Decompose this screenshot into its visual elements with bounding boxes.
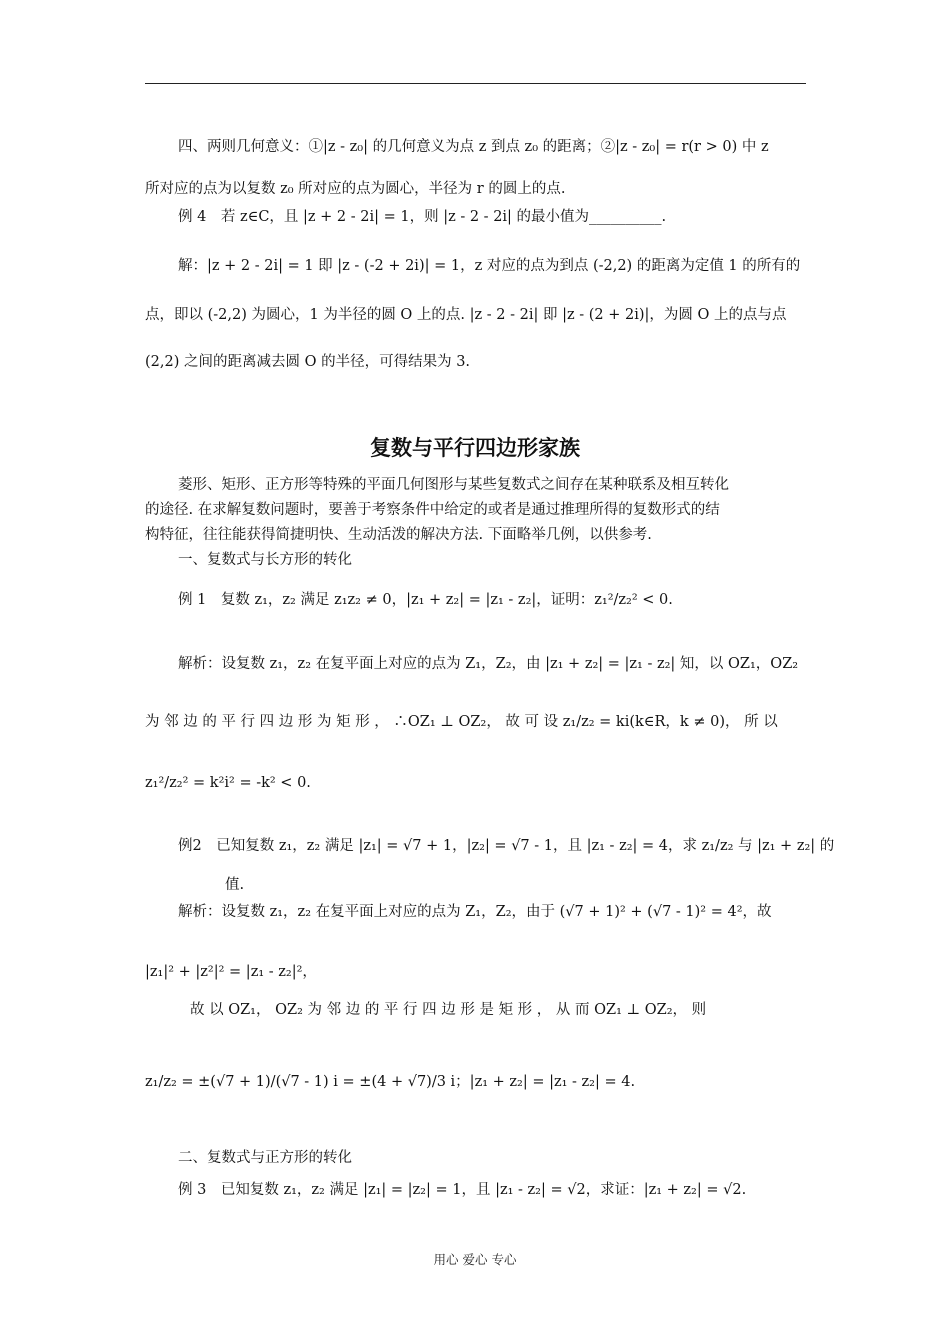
text-line: |z₁|² + |z²|² = |z₁ - z₂|²， [145, 964, 317, 980]
section-title: 复数与平行四边形家族 [370, 436, 580, 460]
intro-paragraph [145, 473, 806, 548]
text-line: 四、两则几何意义：①|z - z₀| 的几何意义为点 z 到点 z₀ 的距离；②|z - z₀| = r(r > 0) 中 z [178, 139, 769, 155]
text-line: 例2 已知复数 z₁，z₂ 满足 |z₁| = √7 + 1，|z₂| = √7 - 1，且 |z₁ - z₂| = 4，求 z₁/z₂ 与 |z₁ + z₂| 的 [178, 838, 835, 854]
text-line: 为 邻 边 的 平 行 四 边 形 为 矩 形 ， ∴OZ₁ ⊥ OZ₂， 故 可 设 z₁/z₂ = ki(k∈R，k ≠ 0)， 所 以 [145, 714, 778, 730]
intro-line: 菱形、矩形、正方形等特殊的平面几何图形与某些复数式之间存在某种联系及相互转化 [178, 477, 729, 493]
header-rule [145, 83, 806, 84]
text-line: 二、复数式与正方形的转化 [178, 1150, 352, 1166]
text-line: 值. [225, 877, 245, 893]
text-line: z₁²/z₂² = k²i² = -k² < 0. [145, 775, 311, 791]
intro-line: 构特征，往往能获得简捷明快、生动活泼的解决方法. 下面略举几例，以供参考. [145, 527, 652, 543]
page-footer: 用心 爱心 专心 [433, 1252, 517, 1267]
text-line: 故 以 OZ₁， OZ₂ 为 邻 边 的 平 行 四 边 形 是 矩 形 ， 从 而 OZ₁ ⊥ OZ₂， 则 [190, 1002, 707, 1018]
text-line: 一、复数式与长方形的转化 [178, 552, 352, 568]
text-line: 解析：设复数 z₁，z₂ 在复平面上对应的点为 Z₁，Z₂，由 |z₁ + z₂| = |z₁ - z₂| 知，以 OZ₁，OZ₂ [178, 656, 799, 672]
text-line: 例 1 复数 z₁，z₂ 满足 z₁z₂ ≠ 0，|z₁ + z₂| = |z₁ - z₂|，证明：z₁²/z₂² < 0. [178, 592, 673, 608]
text-line: 例 3 已知复数 z₁，z₂ 满足 |z₁| = |z₂| = 1，且 |z₁ - z₂| = √2，求证：|z₁ + z₂| = √2. [178, 1182, 747, 1198]
text-line: (2,2) 之间的距离减去圆 O 的半径，可得结果为 3. [145, 354, 471, 370]
text-line: 所对应的点为以复数 z₀ 所对应的点为圆心，半径为 r 的圆上的点. [145, 181, 566, 197]
text-line: 点，即以 (-2,2) 为圆心，1 为半径的圆 O 上的点. |z - 2 - 2i| 即 |z - (2 + 2i)|，为圆 O 上的点与点 [145, 307, 787, 323]
intro-line: 的途径. 在求解复数问题时，要善于考察条件中给定的或者是通过推理所得的复数形式的结 [145, 502, 720, 518]
text-line: 解：|z + 2 - 2i| = 1 即 |z - (-2 + 2i)| = 1，z 对应的点为到点 (-2,2) 的距离为定值 1 的所有的 [178, 258, 801, 274]
text-line: z₁/z₂ = ±(√7 + 1)/(√7 - 1) i = ±(4 + √7)/3 i；|z₁ + z₂| = |z₁ - z₂| = 4. [145, 1074, 636, 1090]
text-line: 例 4 若 z∈C，且 |z + 2 - 2i| = 1，则 |z - 2 - 2i| 的最小值为__________. [178, 209, 667, 225]
text-line: 解析：设复数 z₁，z₂ 在复平面上对应的点为 Z₁，Z₂，由于 (√7 + 1)² + (√7 - 1)² = 4²，故 [178, 904, 772, 920]
